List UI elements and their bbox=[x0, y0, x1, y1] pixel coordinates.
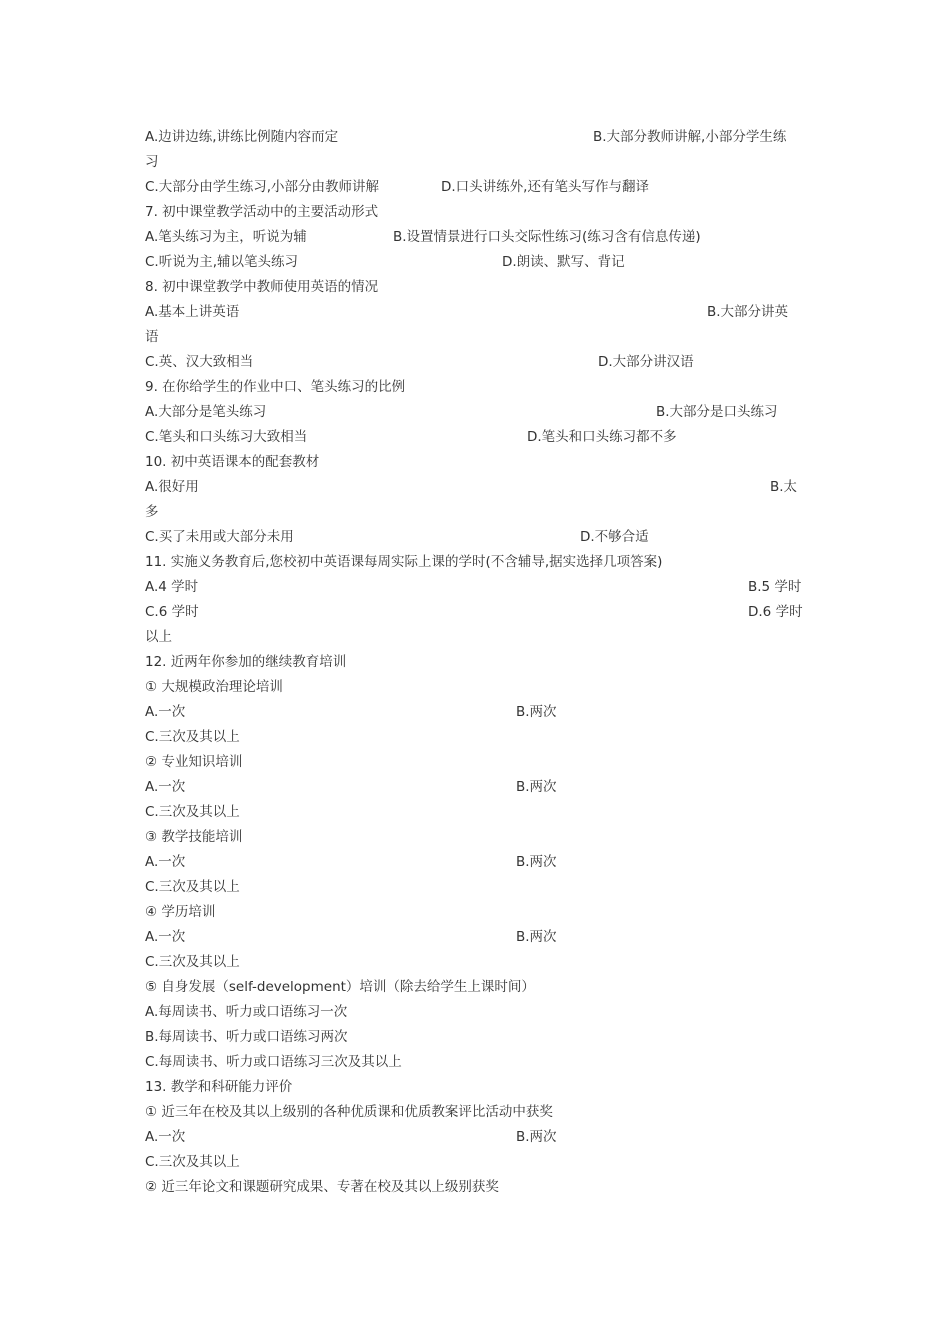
q7-row-ab bbox=[145, 227, 805, 252]
q12-sub3-row-ab bbox=[145, 852, 805, 877]
q12-sub2-row-c bbox=[145, 802, 805, 827]
q12-sub1-row-ab bbox=[145, 702, 805, 727]
q12-sub2-text: ② 专业知识培训 bbox=[145, 754, 243, 770]
q6-row-cd bbox=[145, 177, 805, 202]
q9-option-a: A.大部分是笔头练习 bbox=[145, 404, 267, 420]
q12-sub2-option-b: B.两次 bbox=[516, 779, 557, 795]
q6-option-a: A.边讲边练,讲练比例随内容而定 bbox=[145, 129, 339, 145]
q7-option-c: C.听说为主,辅以笔头练习 bbox=[145, 254, 299, 270]
q9-row-cd bbox=[145, 427, 805, 452]
q13-sub1-row-ab bbox=[145, 1127, 805, 1152]
q13-sub2-text: ② 近三年论文和课题研究成果、专著在校及其以上级别获奖 bbox=[145, 1179, 499, 1195]
q11-text: 11. 实施义务教育后,您校初中英语课每周实际上课的学时(不含辅导,据实选择几项答案) bbox=[145, 554, 663, 570]
q11-option-d-continued: 以上 bbox=[145, 629, 172, 645]
q6-option-b: B.大部分教师讲解,小部分学生练 bbox=[593, 129, 787, 145]
q12-sub3 bbox=[145, 827, 805, 852]
q12-sub3-option-b: B.两次 bbox=[516, 854, 557, 870]
q13-sub1-row-c bbox=[145, 1152, 805, 1177]
q7-row-cd bbox=[145, 252, 805, 277]
q10-option-a: A.很好用 bbox=[145, 479, 199, 495]
q7-option-b: B.设置情景进行口头交际性练习(练习含有信息传递) bbox=[393, 229, 701, 245]
q10-row-b-cont bbox=[145, 502, 805, 527]
q12-text: 12. 近两年你参加的继续教育培训 bbox=[145, 654, 347, 670]
q10-question bbox=[145, 452, 805, 477]
q9-row-ab bbox=[145, 402, 805, 427]
q12-sub1 bbox=[145, 677, 805, 702]
q12-sub5-row-b bbox=[145, 1027, 805, 1052]
q6-row-ab bbox=[145, 127, 805, 152]
q8-row-b-cont bbox=[145, 327, 805, 352]
q11-row-ab bbox=[145, 577, 805, 602]
q9-question bbox=[145, 377, 805, 402]
q9-option-b: B.大部分是口头练习 bbox=[656, 404, 778, 420]
q11-option-b: B.5 学时 bbox=[748, 579, 802, 595]
q11-option-c: C.6 学时 bbox=[145, 604, 199, 620]
q12-question bbox=[145, 652, 805, 677]
q7-option-d: D.朗读、默写、背记 bbox=[502, 254, 625, 270]
q12-sub1-option-b: B.两次 bbox=[516, 704, 557, 720]
q10-option-b-continued: 多 bbox=[145, 504, 159, 520]
q12-sub5-option-b: B.每周读书、听力或口语练习两次 bbox=[145, 1029, 348, 1045]
q12-sub5 bbox=[145, 977, 805, 1002]
q12-sub4-option-b: B.两次 bbox=[516, 929, 557, 945]
q7-question bbox=[145, 202, 805, 227]
q7-text: 7. 初中课堂教学活动中的主要活动形式 bbox=[145, 204, 379, 220]
q12-sub4-row-ab bbox=[145, 927, 805, 952]
q13-sub1-option-c: C.三次及其以上 bbox=[145, 1154, 240, 1170]
q9-option-d: D.笔头和口头练习都不多 bbox=[527, 429, 677, 445]
q12-sub1-option-a: A.一次 bbox=[145, 704, 186, 720]
q12-sub5-text: ⑤ 自身发展（self-development）培训（除去给学生上课时间） bbox=[145, 979, 535, 995]
q8-option-d: D.大部分讲汉语 bbox=[598, 354, 694, 370]
q12-sub2 bbox=[145, 752, 805, 777]
q11-option-a: A.4 学时 bbox=[145, 579, 199, 595]
q6-row-b-cont bbox=[145, 152, 805, 177]
q10-option-b: B.太 bbox=[770, 479, 798, 495]
q12-sub5-row-a bbox=[145, 1002, 805, 1027]
q13-sub1-option-a: A.一次 bbox=[145, 1129, 186, 1145]
q9-text: 9. 在你给学生的作业中口、笔头练习的比例 bbox=[145, 379, 406, 395]
q12-sub2-row-ab bbox=[145, 777, 805, 802]
q8-row-ab bbox=[145, 302, 805, 327]
q12-sub4 bbox=[145, 902, 805, 927]
q10-row-ab bbox=[145, 477, 805, 502]
q12-sub4-row-c bbox=[145, 952, 805, 977]
q10-row-cd bbox=[145, 527, 805, 552]
q12-sub4-text: ④ 学历培训 bbox=[145, 904, 216, 920]
q12-sub1-text: ① 大规模政治理论培训 bbox=[145, 679, 283, 695]
q12-sub1-option-c: C.三次及其以上 bbox=[145, 729, 240, 745]
q12-sub3-option-a: A.一次 bbox=[145, 854, 186, 870]
q13-text: 13. 教学和科研能力评价 bbox=[145, 1079, 293, 1095]
q12-sub2-option-a: A.一次 bbox=[145, 779, 186, 795]
q6-option-b-continued: 习 bbox=[145, 154, 159, 170]
q13-question bbox=[145, 1077, 805, 1102]
q8-option-a: A.基本上讲英语 bbox=[145, 304, 240, 320]
q8-question bbox=[145, 277, 805, 302]
q13-sub2 bbox=[145, 1177, 805, 1202]
q12-sub5-row-c bbox=[145, 1052, 805, 1077]
q12-sub1-row-c bbox=[145, 727, 805, 752]
q6-option-d: D.口头讲练外,还有笔头写作与翻译 bbox=[441, 179, 649, 195]
q13-sub1-text: ① 近三年在校及其以上级别的各种优质课和优质教案评比活动中获奖 bbox=[145, 1104, 553, 1120]
q11-question bbox=[145, 552, 805, 577]
q8-option-b-continued: 语 bbox=[145, 329, 159, 345]
q12-sub4-option-c: C.三次及其以上 bbox=[145, 954, 240, 970]
q12-sub3-option-c: C.三次及其以上 bbox=[145, 879, 240, 895]
q12-sub5-option-c: C.每周读书、听力或口语练习三次及其以上 bbox=[145, 1054, 402, 1070]
q11-row-d-cont bbox=[145, 627, 805, 652]
q10-option-d: D.不够合适 bbox=[580, 529, 649, 545]
q6-option-c: C.大部分由学生练习,小部分由教师讲解 bbox=[145, 179, 380, 195]
q11-row-cd bbox=[145, 602, 805, 627]
q12-sub5-option-a: A.每周读书、听力或口语练习一次 bbox=[145, 1004, 348, 1020]
q12-sub2-option-c: C.三次及其以上 bbox=[145, 804, 240, 820]
q8-option-b: B.大部分讲英 bbox=[707, 304, 789, 320]
q8-option-c: C.英、汉大致相当 bbox=[145, 354, 254, 370]
q13-sub1 bbox=[145, 1102, 805, 1127]
q12-sub4-option-a: A.一次 bbox=[145, 929, 186, 945]
q12-sub3-text: ③ 教学技能培训 bbox=[145, 829, 243, 845]
q10-text: 10. 初中英语课本的配套教材 bbox=[145, 454, 320, 470]
q12-sub3-row-c bbox=[145, 877, 805, 902]
q9-option-c: C.笔头和口头练习大致相当 bbox=[145, 429, 308, 445]
q10-option-c: C.买了未用或大部分未用 bbox=[145, 529, 294, 545]
q11-option-d: D.6 学时 bbox=[748, 604, 803, 620]
q8-row-cd bbox=[145, 352, 805, 377]
q7-option-a: A.笔头练习为主，听说为辅 bbox=[145, 229, 307, 245]
q13-sub1-option-b: B.两次 bbox=[516, 1129, 557, 1145]
q8-text: 8. 初中课堂教学中教师使用英语的情况 bbox=[145, 279, 379, 295]
